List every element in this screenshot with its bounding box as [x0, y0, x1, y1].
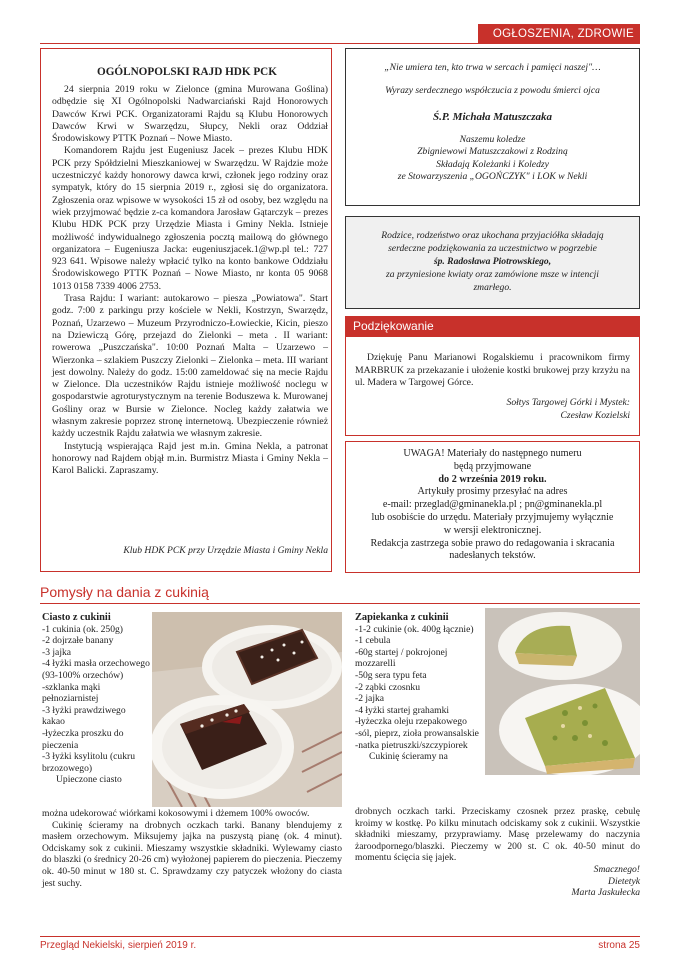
- thanks-signature: [355, 397, 630, 422]
- cake-title: Ciasto z cukinii: [42, 612, 111, 623]
- ingredient-item: -50g sera typu feta: [355, 669, 427, 681]
- condolence-line: Wyrazy serdecznego współczucia z powodu śmierci ojca: [385, 84, 600, 96]
- ingredient-item: -2 ząbki czosnku: [355, 681, 421, 693]
- ingredient-item: -3 łyżki ksylitolu (cukru brzozowego): [42, 751, 135, 774]
- ingredient-item: -łyżeczka proszku do pieczenia: [42, 727, 124, 751]
- header-rule: [40, 43, 640, 44]
- condolence-name: Ś.P. Michała Matuszczaka: [433, 111, 552, 123]
- recipes-heading: Pomysły na dania z cukinią: [40, 584, 209, 600]
- footer-page-number: strona 25: [598, 940, 640, 951]
- casserole-method: drobnych oczkach tarki. Przeciskamy czosnek przez praskę, cebulę kroimy w kostkę. Po kilku minutach odciskamy sok z cukinii. Wszystkie składniki mieszamy, przyprawiamy. Masę przelewamy do naczynia żaroodpornego/blaszki. Pieczemy w 200 st. C ok. 40-50 minut do momentu ścięcia się jajek.: [355, 806, 640, 864]
- recipes-rule: [40, 603, 640, 604]
- notice-line: Artykuły prosimy przesyłać na adres: [417, 486, 568, 498]
- casserole-photo-image: [485, 608, 640, 775]
- rajd-body: [52, 84, 328, 478]
- ingredient-item: -sól, pieprz, zioła prowansalskie: [355, 727, 479, 739]
- cake-photo-image: [152, 612, 342, 807]
- ingredient-item: -1-2 cukinie (ok. 400g łącznie): [355, 623, 474, 635]
- rajd-paragraph: Trasa Rajdu: I wariant: autokarowo – piesza „Powiatowa". Start godz. 7:00 z parkingu przy kościele w Nekli, Kostrzyn, Swarzędz, Poznań, Uzarzewo – Muzeum Przyrodniczo-Łowieckie, Kicin, pieszo na Dziewiczą Górę, przejazd do Zielonki – meta . II wariant: rowerowa „Puszczańska". 10:00 Poznań Malta – Uzarzewo – Wierzonka – szlakiem Puszczy Zielonki – Zielonka – meta. III wariant jest dowolny. Należy do godz. 15:00 zameldować się na mecie Rajdu w Zielonce. Dla uczestników Rajdu istnieje możliwość noclegu w gospodarstwie agroturystycznym na terenie Boduszewa k. Murowanej Gośliny oraz w Bursie w Zielonce. Nocleg każdy załatwia we własnym zakresie poprzez stronę internetową. Ubezpieczenie również każdy uczestnik Rajdu załatwia we własnym zakresie.: [52, 293, 328, 440]
- ingredient-item: -1 cukinia (ok. 250g): [42, 623, 123, 635]
- condolence-box: [345, 48, 640, 206]
- rajd-signature: Klub HDK PCK przy Urzędzie Miasta i Gminy Nekla: [123, 545, 328, 556]
- casserole-signature: [460, 864, 640, 899]
- funeral-thanks-line: serdeczne podziękowania za uczestnictwo w pogrzebie: [388, 243, 597, 254]
- condolence-line: Zbigniewowi Matuszczakowi z Rodziną: [417, 146, 568, 157]
- footer-rule: [40, 936, 640, 937]
- notice-line: będą przyjmowane: [453, 460, 532, 472]
- notice-box: [345, 441, 640, 573]
- ingredient-item: -natka pietruszki/szczypiorek: [355, 739, 468, 751]
- ingredient-item: -szklanka mąki pełnoziarnistej: [42, 681, 101, 705]
- casserole-photo: [485, 608, 640, 775]
- section-header: [478, 24, 640, 44]
- ingredient-item: -2 dojrzałe banany: [42, 635, 114, 647]
- funeral-thanks-name: śp. Radosława Piotrowskiego,: [433, 256, 552, 267]
- thanks-signature-name: Czesław Kozielski: [560, 409, 630, 421]
- ingredient-item: -łyżeczka oleju rzepakowego: [355, 716, 467, 728]
- rajd-title: OGÓLNOPOLSKI RAJD HDK PCK: [97, 66, 277, 78]
- thanks-signature-line: Sołtys Targowej Górki i Mystek:: [506, 397, 630, 408]
- ingredient-item: -3 łyżki prawdziwego kakao: [42, 704, 126, 728]
- ingredient-item: -3 jajka: [42, 646, 72, 658]
- ingredient-item: -1 cebula: [355, 635, 391, 647]
- cake-ingredients: [42, 624, 150, 775]
- notice-line: nadesłanych tekstów.: [449, 550, 536, 562]
- cake-decor-start: Upieczone ciasto: [56, 774, 122, 786]
- ingredient-item: -60g startej / pokrojonej mozzarelli: [355, 646, 448, 670]
- ingredient-item: -2 jajka: [355, 693, 385, 705]
- section-title: OGŁOSZENIA, ZDROWIE: [492, 28, 634, 40]
- condolence-quote: „Nie umiera ten, kto trwa w sercach i pamięci naszej"…: [384, 62, 601, 73]
- thanks-body: Dziękuję Panu Marianowi Rogalskiemu i pracownikom firmy MARBRUK za przekazanie i ułożenie kostki brukowej przy krzyżu na ul. Madera w Targowej Górce.: [355, 352, 630, 388]
- notice-line: w wersji elektronicznej.: [443, 524, 542, 536]
- funeral-thanks-line: Rodzice, rodzeństwo oraz ukochana przyjaciółka składają: [381, 230, 604, 241]
- casserole-method-start: Cukinię ścieramy na: [369, 751, 448, 763]
- thanks-heading: Podziękowanie: [353, 319, 434, 333]
- casserole-ingredients: [355, 624, 483, 752]
- thanks-heading-bar: [345, 316, 640, 336]
- rajd-paragraph: Komandorem Rajdu jest Eugeniusz Jacek – prezes Klubu HDK PCK przy Spółdzielni Mieszkaniowej w Swarzędzu. W Rajdzie może uczestniczyć każdy honorowy dawca krwi, członek jego rodziny oraz sympatyk, który do 15 sierpnia 2019 r., zgłosi się do organizatora. Zgłoszenia oraz wpisowe w wysokości 15 zł od osoby, bez względu na wiek przyjmować będzie z-ca komandora Jarosław Gątarczyk – prezes Klubu HDK PCK przy Urzędzie Miasta i Gminy Nekla. Istnieje możliwość indywidualnego zgłoszenia pocztą mailową do głównego organizatora – Eugeniusza Jacka: eugeniuszjacek.1@wp.pl tel.: 727 923 641. Wpisowe należy wpłacić tylko na konto bankowe Oddziału Środowiskowego PTTK Poznań – Nowe Miasto, nr konta 05 9068 1013 0158 7339 4006 2753.: [52, 145, 328, 292]
- rajd-paragraph: Instytucją wspierająca Rajd jest m.in. Gmina Nekla, a patronat honorowy nad Rajdem objął m.in. Burmistrz Miasta i Gminy Nekla – Karol Balicki. Zapraszamy.: [52, 440, 328, 477]
- ingredient-item: -4 łyżki masła orzechowego (93-100% orzechów): [42, 658, 150, 681]
- casserole-signature-line: Dietetyk: [608, 875, 640, 887]
- condolence-line: Składają Koleżanki i Koledzy: [436, 158, 549, 170]
- casserole-signature-line: Smacznego!: [593, 864, 640, 875]
- casserole-signature-name: Marta Jaskułecka: [571, 887, 640, 899]
- condolence-line: Naszemu koledze: [459, 133, 526, 145]
- cake-recipe: [42, 612, 150, 786]
- cake-decor: można udekorować wiórkami kokosowymi i dżemem 100% owoców.: [42, 808, 310, 819]
- cake-photo: [152, 612, 342, 807]
- cake-method: [42, 808, 342, 889]
- cake-method-text: Cukinię ścieramy na drobnych oczkach tarki. Banany blendujemy z masłem orzechowym. Miksujemy jajka na puszystą pianę (ok. 4 minut). Odciskamy sok z cukinii. Mieszamy wszystkie składniki. Wylewamy ciasto do blaszki (o średnicy 20-26 cm) wyłożonej papierem do pieczenia. Pieczemy ok. 40-50 minut w 180 st. C. Sprawdzamy czy patyczek włożony do ciasta jest suchy.: [42, 819, 342, 889]
- funeral-thanks-box: [345, 216, 640, 309]
- casserole-title: Zapiekanka z cukinii: [355, 612, 449, 623]
- rajd-paragraph: 24 sierpnia 2019 roku w Zielonce (gmina Murowana Goślina) odbędzie się XI Ogólnopolski Nadwarciański Rajd Honorowych Dawców Krwi PCK. Organizatorami Rajdu są Klubu Honorowych Dawców Krwi w Swarzędzu, Słupcy, Nekli oraz Oddział Środowiskowy PTTK Poznań – Nowe Miasto.: [52, 84, 328, 145]
- notice-line: UWAGA! Materiały do następnego numeru: [403, 448, 582, 459]
- condolence-line: ze Stowarzyszenia „OGOŃCZYK" i LOK w Nekli: [397, 171, 588, 182]
- notice-line: Redakcja zastrzega sobie prawo do redagowania i skracania: [370, 537, 615, 549]
- funeral-thanks-line: za przyniesione kwiaty oraz zamówione msze w intencji: [386, 269, 599, 280]
- notice-email: e-mail: przeglad@gminanekla.pl ; pn@gminanekla.pl: [382, 499, 603, 511]
- notice-line: lub osobiście do urzędu. Materiały przyjmujemy wyłącznie: [371, 511, 614, 523]
- funeral-thanks-line: zmarłego.: [473, 282, 512, 293]
- notice-deadline: do 2 września 2019 roku.: [438, 473, 547, 485]
- casserole-recipe: [355, 612, 483, 763]
- footer-publication: Przegląd Nekielski, sierpień 2019 r.: [40, 940, 197, 951]
- ingredient-item: -4 łyżki startej grahamki: [355, 704, 450, 716]
